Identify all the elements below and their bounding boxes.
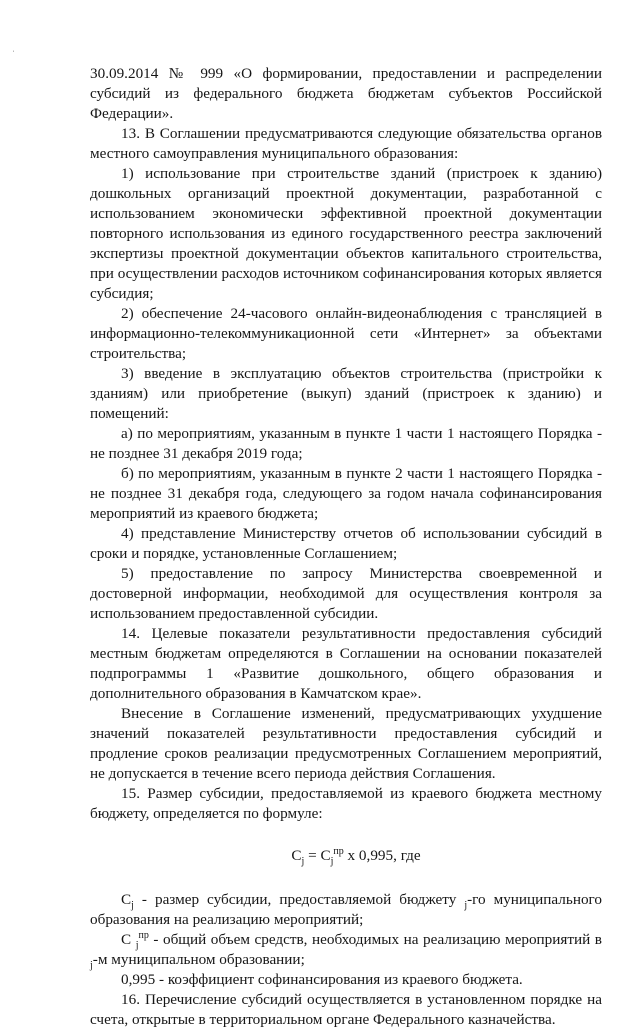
definition-cjpr-index-2: j [90, 960, 93, 972]
paragraph-13: 13. В Соглашении предусматриваются следующие обязательства органов местного самоуправления муниципального образования: [90, 125, 602, 162]
definition-cjpr [90, 930, 602, 970]
item-13-1: 1) использование при строительстве зданий (пристроек к зданию) дошкольных организаций проектной документации, разработанной с использованием экономически эффективной проектной документации повторного использования из единого государственного реестра заключений экспертизы проектной документации объектов капитального строительства, при осуществлении расходов источником софинансирования которых является субсидия; [90, 165, 602, 302]
definition-cj-text-start: - размер субсидии, предоставляемой бюджету [133, 891, 465, 908]
item-13-2: 2) обеспечение 24-часового онлайн-видеонаблюдения с трансляцией в информационно-телекоммуникационной сети «Интернет» за объектами строительства; [90, 305, 602, 362]
definition-cj-text-end: -го муниципального образования на реализацию мероприятий; [90, 891, 602, 928]
formula-equals: = [304, 847, 321, 864]
margin-mark: ˈ [12, 49, 15, 59]
definition-cjpr-text-end: -м муниципальном образовании; [92, 951, 305, 968]
item-13-3: 3) введение в эксплуатацию объектов строительства (пристройки к зданиям) или приобретение (выкуп) зданий (пристроек к зданию) и помещений: [90, 365, 602, 422]
subsidy-formula [90, 846, 602, 866]
item-13-3-a: а) по мероприятиям, указанным в пункте 1 части 1 настоящего Порядка - не позднее 31 декабря 2019 года; [90, 425, 602, 462]
formula-rhs: C [320, 847, 331, 864]
item-13-3-b: б) по мероприятиям, указанным в пункте 2 части 1 настоящего Порядка - не позднее 31 декабря года, следующего за годом начала софинансирования мероприятий из краевого бюджета; [90, 465, 602, 522]
paragraph-15: 15. Размер субсидии, предоставляемой из краевого бюджета местному бюджету, определяется по формуле: [90, 785, 602, 822]
item-13-5: 5) предоставление по запросу Министерства своевременной и достоверной информации, необходимой для осуществления контроля за использованием предоставленной субсидии. [90, 565, 602, 622]
definition-cjpr-text-start: - общий объем средств, необходимых на реализацию мероприятий в [148, 931, 602, 948]
paragraph-16: 16. Перечисление субсидий осуществляется в установленном порядке на счета, открытые в территориальном органе Федерального казначейства. [90, 991, 602, 1028]
definition-cj-symbol: C [121, 891, 132, 908]
definition-cj-index-2: j [464, 900, 468, 912]
definition-cj-index: j [131, 900, 134, 912]
formula-lhs-index: j [301, 856, 305, 868]
definition-coefficient: 0,995 - коэффициент софинансирования из краевого бюджета. [121, 971, 523, 988]
definition-cj [90, 890, 602, 930]
formula-rhs-superscript: пр [333, 845, 344, 857]
formula-rhs-index: j [330, 856, 334, 868]
definition-cjpr-superscript: пр [138, 929, 149, 941]
formula-lhs: C [291, 847, 302, 864]
definition-cjpr-index: j [135, 940, 139, 952]
definition-cjpr-symbol: C [121, 931, 136, 948]
paragraph-14: 14. Целевые показатели результативности предоставления субсидий местным бюджетам определяются в Соглашении на основании показателей подпрограммы 1 «Развитие дошкольного, общего образования и дополнительного образования в Камчатском крае». [90, 625, 602, 702]
paragraph-14-amendments: Внесение в Соглашение изменений, предусматривающих ухудшение значений показателей результативности предоставления субсидий и продление сроков реализации предусмотренных Соглашением мероприятий, не допускается в течение всего периода действия Соглашения. [90, 705, 602, 782]
formula-tail: x 0,995, где [343, 847, 421, 864]
paragraph-law-reference: 30.09.2014 № 999 «О формировании, предоставлении и распределении субсидий из федерального бюджета бюджетам субъектов Российской Федерации». [90, 65, 602, 122]
item-13-4: 4) представление Министерству отчетов об использовании субсидий в сроки и порядке, установленные Соглашением; [90, 525, 602, 562]
